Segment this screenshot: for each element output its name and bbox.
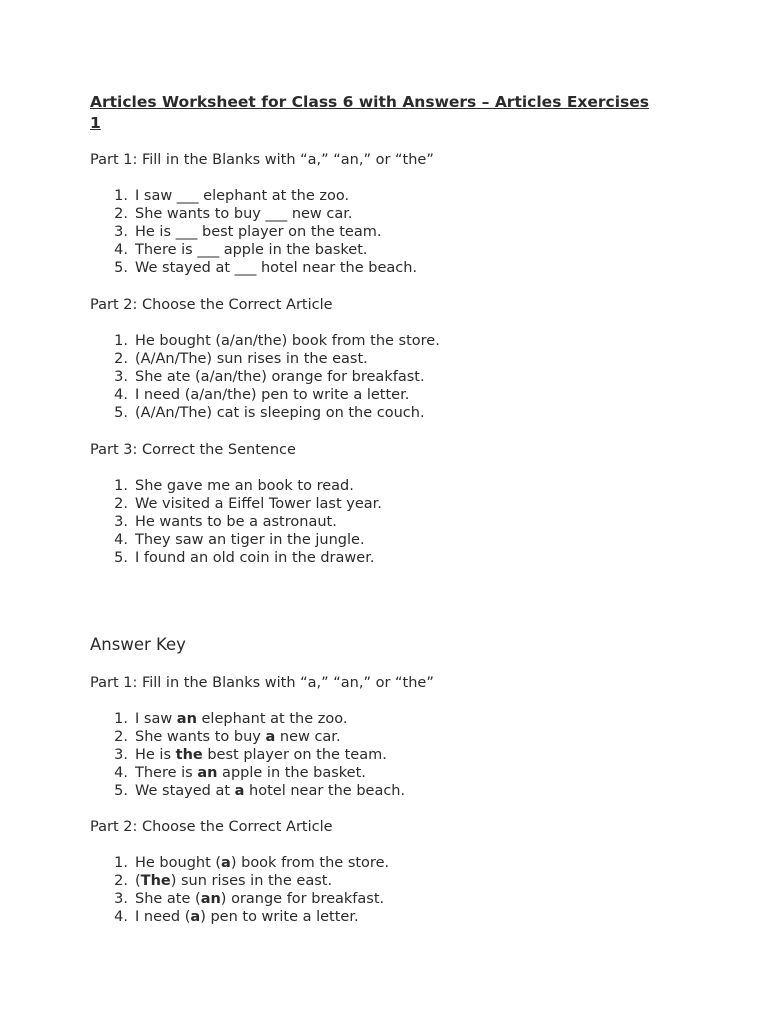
answer-key-heading: Answer Key [90,635,186,654]
item-text: (A/An/The) cat is sleeping on the couch. [135,405,425,422]
list-item [0,386,440,404]
item-number: 1. [114,333,128,349]
page-title: Articles Worksheet for Class 6 with Answers – Articles Exercises 1 [90,93,650,132]
list-item [0,223,417,241]
list-item [0,531,382,549]
list-item [0,259,417,277]
part1-heading: Part 1: Fill in the Blanks with “a,” “an,” or “the” [90,152,434,168]
item-number: 2. [114,729,128,746]
list-item [0,908,389,926]
answer-word: an [176,711,197,727]
item-text: I need (a/an/the) pen to write a letter. [135,387,410,404]
item-number: 4. [114,909,128,926]
list-item [0,782,405,800]
answer-word: a [221,855,231,871]
item-text: She gave me an book to read. [135,478,354,494]
item-number: 2. [114,206,128,223]
list-item [0,549,382,567]
answer-word: a [190,909,201,926]
list-item [0,477,382,495]
list-item [0,854,389,872]
answer-word: The [140,873,171,890]
list-item [0,368,440,386]
item-text-post: apple in the basket. [217,765,366,782]
part2-heading: Part 2: Choose the Correct Article [90,297,333,313]
answer-part2-heading: Part 2: Choose the Correct Article [90,819,333,835]
part3-heading: Part 3: Correct the Sentence [90,442,296,458]
list-item [0,890,389,908]
part1-list [0,187,417,277]
item-text: She ate (a/an/the) orange for breakfast. [135,369,425,386]
item-text-pre: She ate ( [135,891,201,908]
item-number: 5. [114,783,128,800]
item-number: 3. [114,224,128,241]
item-text-post: elephant at the zoo. [196,711,348,727]
item-number: 1. [114,711,128,727]
list-item [0,872,389,890]
item-number: 2. [114,496,128,513]
item-number: 4. [114,242,128,259]
item-number: 2. [114,351,128,368]
item-number: 1. [114,855,128,871]
answer-word: an [200,891,221,908]
part2-list [0,332,440,422]
item-text: She wants to buy ___ new car. [135,206,353,223]
item-text-pre: She wants to buy [135,729,266,746]
item-text: I saw ___ elephant at the zoo. [135,188,350,204]
list-item [0,187,417,205]
item-number: 4. [114,387,128,404]
item-number: 3. [114,747,128,764]
item-text: He is ___ best player on the team. [135,224,382,241]
list-item [0,495,382,513]
list-item [0,746,405,764]
answer-part1-heading: Part 1: Fill in the Blanks with “a,” “an,” or “the” [90,675,434,691]
answer-part2-list [0,854,389,926]
item-number: 4. [114,532,128,549]
answer-part1-list [0,710,405,800]
item-text-post: ) orange for breakfast. [220,891,385,908]
item-text-post: best player on the team. [202,747,387,764]
list-item [0,404,440,422]
list-item [0,350,440,368]
item-text: He wants to be a astronaut. [135,514,337,531]
item-text-pre: We stayed at [135,783,235,800]
item-text: We visited a Eiffel Tower last year. [135,496,382,513]
answer-word: an [197,765,218,782]
item-text-pre: He is [135,747,176,764]
item-text-post: ) book from the store. [230,855,390,871]
list-item [0,241,417,259]
item-text: We stayed at ___ hotel near the beach. [135,260,418,277]
item-text-pre: There is [135,765,198,782]
item-text: I found an old coin in the drawer. [135,550,375,567]
item-text-post: hotel near the beach. [244,783,406,800]
list-item [0,205,417,223]
item-text: There is ___ apple in the basket. [135,242,368,259]
item-text: (A/An/The) sun rises in the east. [135,351,368,368]
part3-list [0,477,382,567]
answer-word: a [265,729,276,746]
item-number: 5. [114,550,128,567]
item-number: 3. [114,891,128,908]
item-number: 1. [114,478,128,494]
item-text-post: new car. [275,729,341,746]
list-item [0,710,405,728]
item-text: He bought (a/an/the) book from the store. [135,333,440,349]
item-text-pre: I saw [135,711,177,727]
answer-word: a [234,783,245,800]
item-text-pre: ( [135,873,141,890]
item-number: 5. [114,260,128,277]
list-item [0,332,440,350]
item-text-pre: I need ( [135,909,191,926]
answer-word: the [175,747,203,764]
item-text-post: ) pen to write a letter. [200,909,359,926]
item-number: 4. [114,765,128,782]
item-number: 3. [114,514,128,531]
item-number: 2. [114,873,128,890]
list-item [0,764,405,782]
list-item [0,513,382,531]
item-number: 5. [114,405,128,422]
item-number: 1. [114,188,128,204]
item-number: 3. [114,369,128,386]
item-text-post: ) sun rises in the east. [170,873,333,890]
item-text-pre: He bought ( [135,855,222,871]
item-text: They saw an tiger in the jungle. [135,532,365,549]
list-item [0,728,405,746]
